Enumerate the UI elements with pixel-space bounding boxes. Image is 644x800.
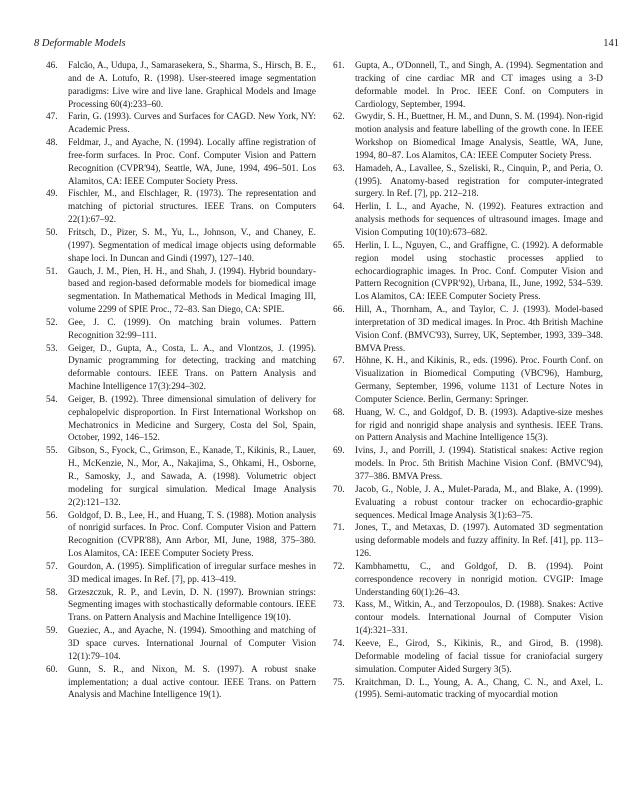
reference-text: Farin, G. (1993). Curves and Surfaces for CAGD. New York, NY: Academic Press.	[68, 112, 316, 136]
reference-number: 56.	[46, 510, 58, 521]
reference-text: Gee, J. C. (1999). On matching brain volumes. Pattern Recognition 32:99–111.	[68, 317, 316, 341]
reference-entry	[46, 394, 316, 445]
reference-number: 73.	[333, 600, 345, 611]
reference-number: 51.	[46, 266, 58, 277]
reference-number: 61.	[333, 61, 345, 71]
reference-number: 59.	[46, 626, 58, 637]
reference-entry	[333, 407, 603, 446]
reference-entry	[333, 111, 603, 162]
reference-text: Herlin, I. L., and Ayache, N. (1992). Features extraction and analysis methods for sequences of ultrasound images. Image and Vision Computing 10(10):673–682.	[355, 202, 603, 238]
reference-entry	[46, 137, 316, 188]
reference-number: 54.	[46, 394, 58, 405]
chapter-title: 8 Deformable Models	[34, 38, 126, 49]
reference-text: Ivins, J., and Porrill, J. (1994). Statistical snakes: Active region models. In Proc. 5th British Machine Vision Conf. (BMVC'94), 377–386. BMVA Press.	[355, 446, 603, 482]
reference-entry	[46, 445, 316, 509]
reference-entry	[46, 587, 316, 626]
reference-text: Kambhamettu, C., and Goldgof, D. B. (1994). Point correspondence recovery in nonrigid motion. CVGIP: Image Understanding 60(1):26–43.	[355, 561, 603, 598]
reference-text: Geiger, D., Gupta, A., Costa, L. A., and Vlontzos, J. (1995). Dynamic programming for detecting, tracking and matching deformable contours. IEEE Trans. on Pattern Analysis and Machine Intelligence 17(3):294–302.	[68, 343, 316, 393]
reference-text: Gauch, J. M., Pien, H. H., and Shah, J. (1994). Hybrid boundary-based and region-based deformable models for biomedical image segmentation. In Mathematical Methods in Medical Imaging III, volume 2299 of SPIE Proc., 72–83. San Diego, CA: SPIE.	[68, 266, 316, 316]
reference-number: 64.	[333, 202, 345, 213]
reference-number: 68.	[333, 407, 345, 418]
reference-number: 74.	[333, 638, 345, 649]
reference-text: Hill, A., Thornham, A., and Taylor, C. J. (1993). Model-based interpretation of 3D medical images. In Proc. 4th British Machine Vision Conf. (BMVC'93), Surrey, UK, September, 1993, 339–348. BMVA Press.	[355, 305, 603, 354]
reference-number: 63.	[333, 163, 345, 174]
reference-number: 60.	[46, 664, 58, 675]
reference-text: Goldgof, D. B., Lee, H., and Huang, T. S. (1988). Motion analysis of nonrigid surfaces. In Proc. Conf. Computer Vision and Pattern Recognition (CVPR'88), Ann Arbor, MI, June, 1988, 375–380. Los Alamitos, CA: IEEE Computer Society Press.	[68, 510, 316, 560]
reference-text: Gupta, A., O'Donnell, T., and Singh, A. (1994). Segmentation and tracking of cine cardiac MR and CT images using a 3-D deformable model. In Proc. IEEE Conf. on Computers in Cardiology, September, 1994.	[355, 61, 603, 110]
reference-text: Falcão, A., Udupa, J., Samarasekera, S., Sharma, S., Hirsch, B. E., and de A. Lotufo, R. (1998). User-steered image segmentation paradigms: Live wire and live lane. Graphical Models and Image Processing 60(4):233–60.	[68, 61, 316, 110]
reference-text: Hamadeh, A., Lavallee, S., Szeliski, R., Cinquin, P., and Peria, O. (1995). Anatomy-based registration for computer-integrated surgery. In Ref. [7], pp. 212–218.	[355, 163, 603, 200]
reference-entry	[333, 445, 603, 484]
reference-number: 71.	[333, 523, 345, 534]
reference-entry	[333, 522, 603, 561]
reference-number: 57.	[46, 561, 58, 572]
running-header	[34, 38, 619, 50]
reference-entry	[46, 227, 316, 266]
reference-number: 47.	[46, 112, 58, 123]
reference-number: 58.	[46, 587, 58, 598]
reference-text: Gwydir, S. H., Buettner, H. M., and Dunn, S. M. (1994). Non-rigid motion analysis and feature labelling of the growth cone. In IEEE Workshop on Biomedical Image Analysis, Seattle, WA, June, 1994, 80–87. Los Alamitos, CA: IEEE Computer Society Press.	[355, 112, 603, 161]
reference-entry	[333, 201, 603, 240]
reference-text: Fritsch, D., Pizer, S. M., Yu, L., Johnson, V., and Chaney, E. (1997). Segmentation of medical image objects using deformable shape loci. In Duncan and Gindi (1997), 127–140.	[68, 227, 316, 264]
reference-entry	[333, 677, 603, 703]
reference-text: Feldmar, J., and Ayache, N. (1994). Locally affine registration of free-form surfaces. In Proc. Conf. Computer Vision and Pattern Recognition (CVPR'94), Seattle, WA, June, 1994, 496–501. Los Alamitos, CA: IEEE Computer Society Press.	[68, 138, 316, 187]
reference-entry	[333, 60, 603, 111]
reference-number: 65.	[333, 240, 345, 251]
page-number: 141	[603, 38, 619, 49]
reference-entry	[333, 484, 603, 523]
reference-text: Kass, M., Witkin, A., and Terzopoulos, D. (1988). Snakes: Active contour models. International Journal of Computer Vision 1(4):321–331.	[355, 600, 603, 637]
reference-text: Gunn, S. R., and Nixon, M. S. (1997). A robust snake implementation; a dual active contour. IEEE Trans. on Pattern Analysis and Machine Intelligence 19(1).	[68, 664, 316, 701]
reference-number: 55.	[46, 446, 58, 457]
reference-number: 69.	[333, 446, 345, 457]
reference-entry	[46, 317, 316, 343]
reference-number: 53.	[46, 343, 58, 354]
reference-entry	[46, 343, 316, 394]
reference-text: Kraitchman, D. L., Young, A. A., Chang, C. N., and Axel, L. (1995). Semi-automatic tracking of myocardial motion	[355, 677, 603, 701]
reference-number: 62.	[333, 112, 345, 123]
reference-number: 48.	[46, 138, 58, 149]
reference-number: 52.	[46, 317, 58, 328]
reference-text: Gourdon, A. (1995). Simplification of irregular surface meshes in 3D medical images. In Ref. [7], pp. 413–419.	[68, 561, 316, 585]
reference-entry	[46, 60, 316, 111]
reference-number: 49.	[46, 189, 58, 200]
reference-entry	[333, 304, 603, 355]
reference-text: Keeve, E., Girod, S., Kikinis, R., and Girod, B. (1998). Deformable modeling of facial tissue for craniofacial surgery simulation. Computer Aided Surgery 3(5).	[355, 638, 603, 675]
reference-entry	[333, 638, 603, 677]
reference-text: Herlin, I. L., Nguyen, C., and Graffigne, C. (1992). A deformable region model using stochastic processes applied to echocardiographic images. In Proc. Conf. Computer Vision and Pattern Recognition (CVPR'92), Urbana, IL, June, 1992, 534–539. Los Alamitos, CA: IEEE Computer Society Press.	[355, 240, 603, 303]
right-reference-column	[333, 60, 603, 702]
reference-number: 72.	[333, 561, 345, 572]
reference-text: Gueziec, A., and Ayache, N. (1994). Smoothing and matching of 3D space curves. International Journal of Computer Vision 12(1):79–104.	[68, 626, 316, 662]
reference-entry	[46, 111, 316, 137]
reference-number: 66.	[333, 305, 345, 316]
reference-text: Jacob, G., Noble, J. A., Mulet-Parada, M., and Blake, A. (1999). Evaluating a robust contour tracker on echocardio-graphic sequences. Medical Image Analysis 3(1):63–75.	[355, 484, 603, 521]
reference-text: Geiger, B. (1992). Three dimensional simulation of delivery for cephalopelvic disproportion. In First International Workshop on Mechatronics in Medicine and Surgery, Costa del Sol, Spain, October, 1992, 146–152.	[68, 394, 316, 444]
reference-number: 70.	[333, 484, 345, 495]
reference-text: Höhne, K. H., and Kikinis, R., eds. (1996). Proc. Fourth Conf. on Visualization in Biomedical Computing (VBC'96), Hamburg, Germany, September, 1996, volume 1131 of Lecture Notes in Computer Science. Berlin, Germany: Springer.	[355, 356, 603, 405]
reference-entry	[333, 163, 603, 202]
reference-number: 46.	[46, 61, 58, 71]
reference-text: Fischler, M., and Elschlager, R. (1973). The representation and matching of pictorial structures. IEEE Trans. on Computers 22(1):67–92.	[68, 189, 316, 226]
reference-entry	[333, 599, 603, 638]
reference-text: Huang, W. C., and Goldgof, D. B. (1993). Adaptive-size meshes for rigid and nonrigid shape analysis and synthesis. IEEE Trans. on Pattern Analysis and Machine Intelligence 15(3).	[355, 407, 603, 444]
reference-entry	[46, 664, 316, 703]
reference-entry	[333, 240, 603, 304]
reference-entry	[46, 625, 316, 664]
reference-text: Grzeszczuk, R. P., and Levin, D. N. (1997). Brownian strings: Segmenting images with stochastically deformable contours. IEEE Trans. on Pattern Analysis and Machine Intelligence 19(10).	[68, 587, 316, 624]
reference-number: 50.	[46, 227, 58, 238]
reference-entry	[333, 561, 603, 600]
reference-text: Gibson, S., Fyock, C., Grimson, E., Kanade, T., Kikinis, R., Lauer, H., McKenzie, N., Mor, A., Nakajima, S., Ohkami, H., Osborne, R., Samosky, J., and Sawada, A. (1998). Volumetric object modeling for surgical simulation. Medical Image Analysis 2(2):121–132.	[68, 446, 316, 508]
left-reference-column	[46, 60, 316, 702]
reference-number: 75.	[333, 677, 345, 688]
reference-entry	[46, 510, 316, 561]
reference-entry	[46, 188, 316, 227]
reference-entry	[333, 355, 603, 406]
reference-text: Jones, T., and Metaxas, D. (1997). Automated 3D segmentation using deformable models and fuzzy affinity. In Ref. [41], pp. 113–126.	[355, 523, 603, 560]
reference-number: 67.	[333, 356, 345, 367]
reference-entry	[46, 561, 316, 587]
reference-entry	[46, 266, 316, 317]
